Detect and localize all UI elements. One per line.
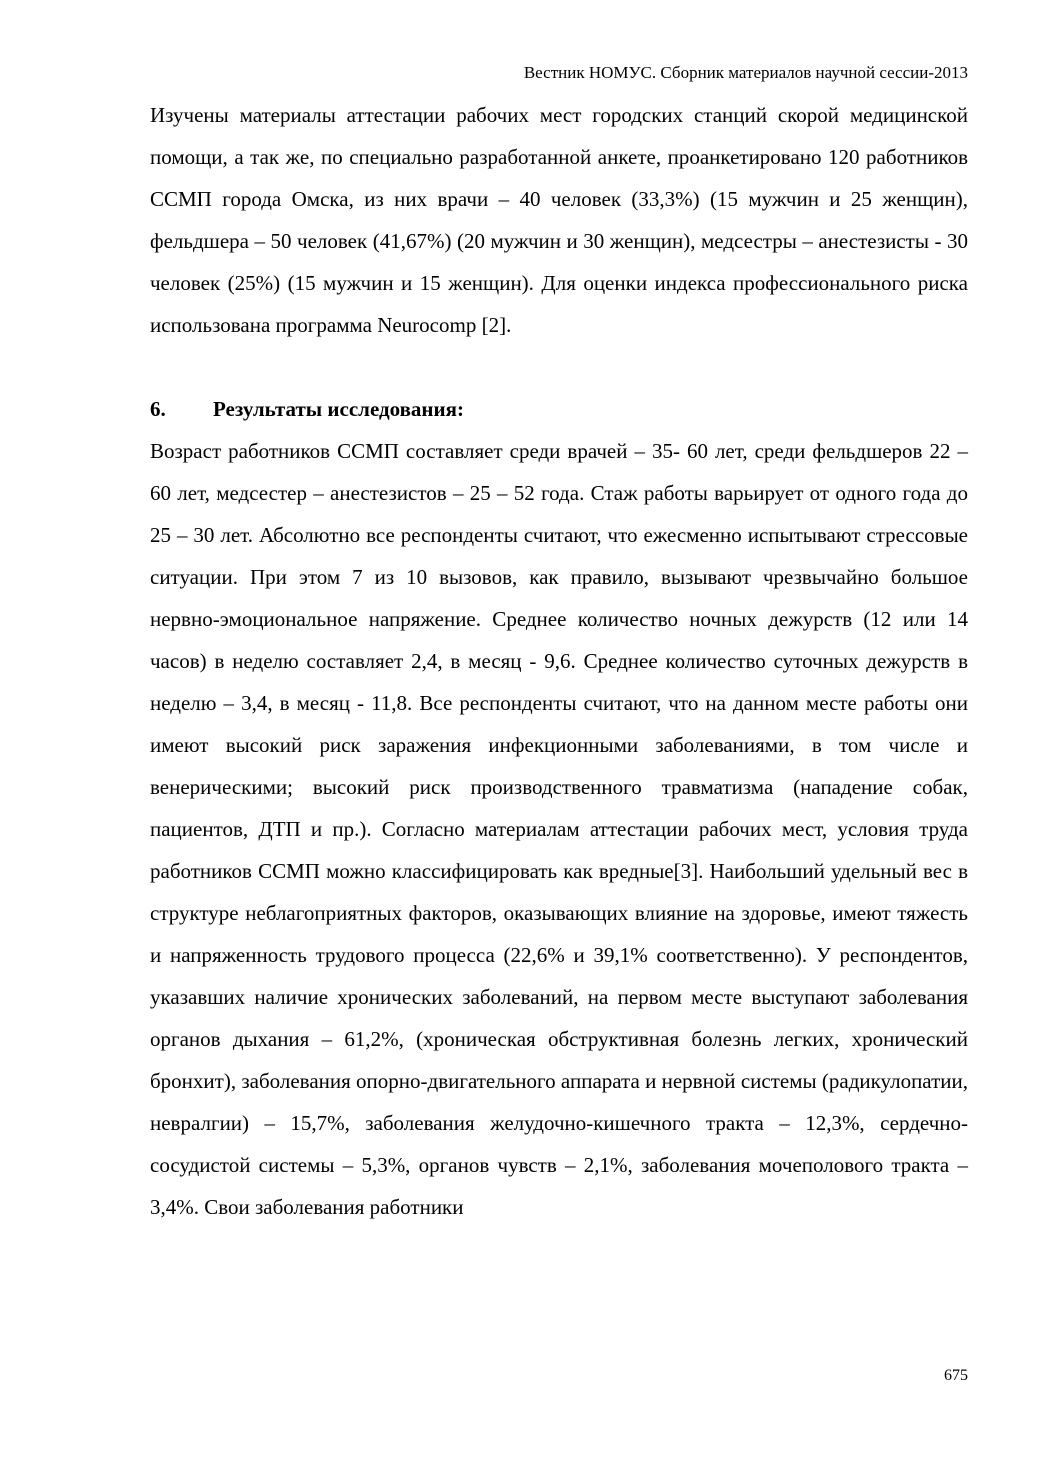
page-number: 675	[944, 1367, 968, 1384]
paragraph-results: Возраст работников ССМП составляет среди врачей – 35- 60 лет, среди фельдшеров 22 – 60 лет, медсестер – анестезистов – 25 – 52 года. Стаж работы варьирует от одного года до 25 – 30 лет. Абсолютно все респонденты считают, что ежесменно испытывают стрессовые ситуации. При этом 7 из 10 вызовов, как правило, вызывают чрезвычайно большое нервно-эмоциональное напряжение. Среднее количество ночных дежурств (12 или 14 часов) в неделю составляет 2,4, в месяц - 9,6. Среднее количество суточных дежурств в неделю – 3,4, в месяц - 11,8. Все респонденты считают, что на данном месте работы они имеют высокий риск заражения инфекционными заболеваниями, в том числе и венерическими; высокий риск производственного травматизма (нападение собак, пациентов, ДТП и пр.). Согласно материалам аттестации рабочих мест, условия труда работников ССМП можно классифицировать как вредные[3]. Наибольший удельный вес в структуре неблагоприятных факторов, оказывающих влияние на здоровье, имеют тяжесть и напряженность трудового процесса (22,6% и 39,1% соответственно). У респондентов, указавших наличие хронических заболеваний, на первом месте выступают заболевания органов дыхания – 61,2%, (хроническая обструктивная болезнь легких, хронический бронхит), заболевания опорно-двигательного аппарата и нервной системы (радикулопатии, невралгии) – 15,7%, заболевания желудочно-кишечного тракта – 12,3%, сердечно-сосудистой системы – 5,3%, органов чувств – 2,1%, заболевания мочеполового тракта – 3,4%. Свои заболевания работники	[150, 439, 968, 1219]
section-title: Результаты исследования:	[213, 397, 464, 421]
body-text-intro	[150, 94, 968, 346]
section-heading	[150, 388, 464, 430]
paragraph-methods: Изучены материалы аттестации рабочих мест городских станций скорой медицинской помощи, а так же, по специально разработанной анкете, проанкетировано 120 работников ССМП города Омска, из них врачи – 40 человек (33,3%) (15 мужчин и 25 женщин), фельдшера – 50 человек (41,67%) (20 мужчин и 30 женщин), медсестры – анестезисты - 30 человек (25%) (15 мужчин и 15 женщин). Для оценки индекса профессионального риска использована программа Neurocomp [2].	[150, 103, 968, 337]
body-text-results	[150, 430, 968, 1228]
section-number: 6.	[150, 397, 166, 421]
running-header: Вестник НОМУС. Сборник материалов научной сессии-2013	[523, 63, 968, 82]
